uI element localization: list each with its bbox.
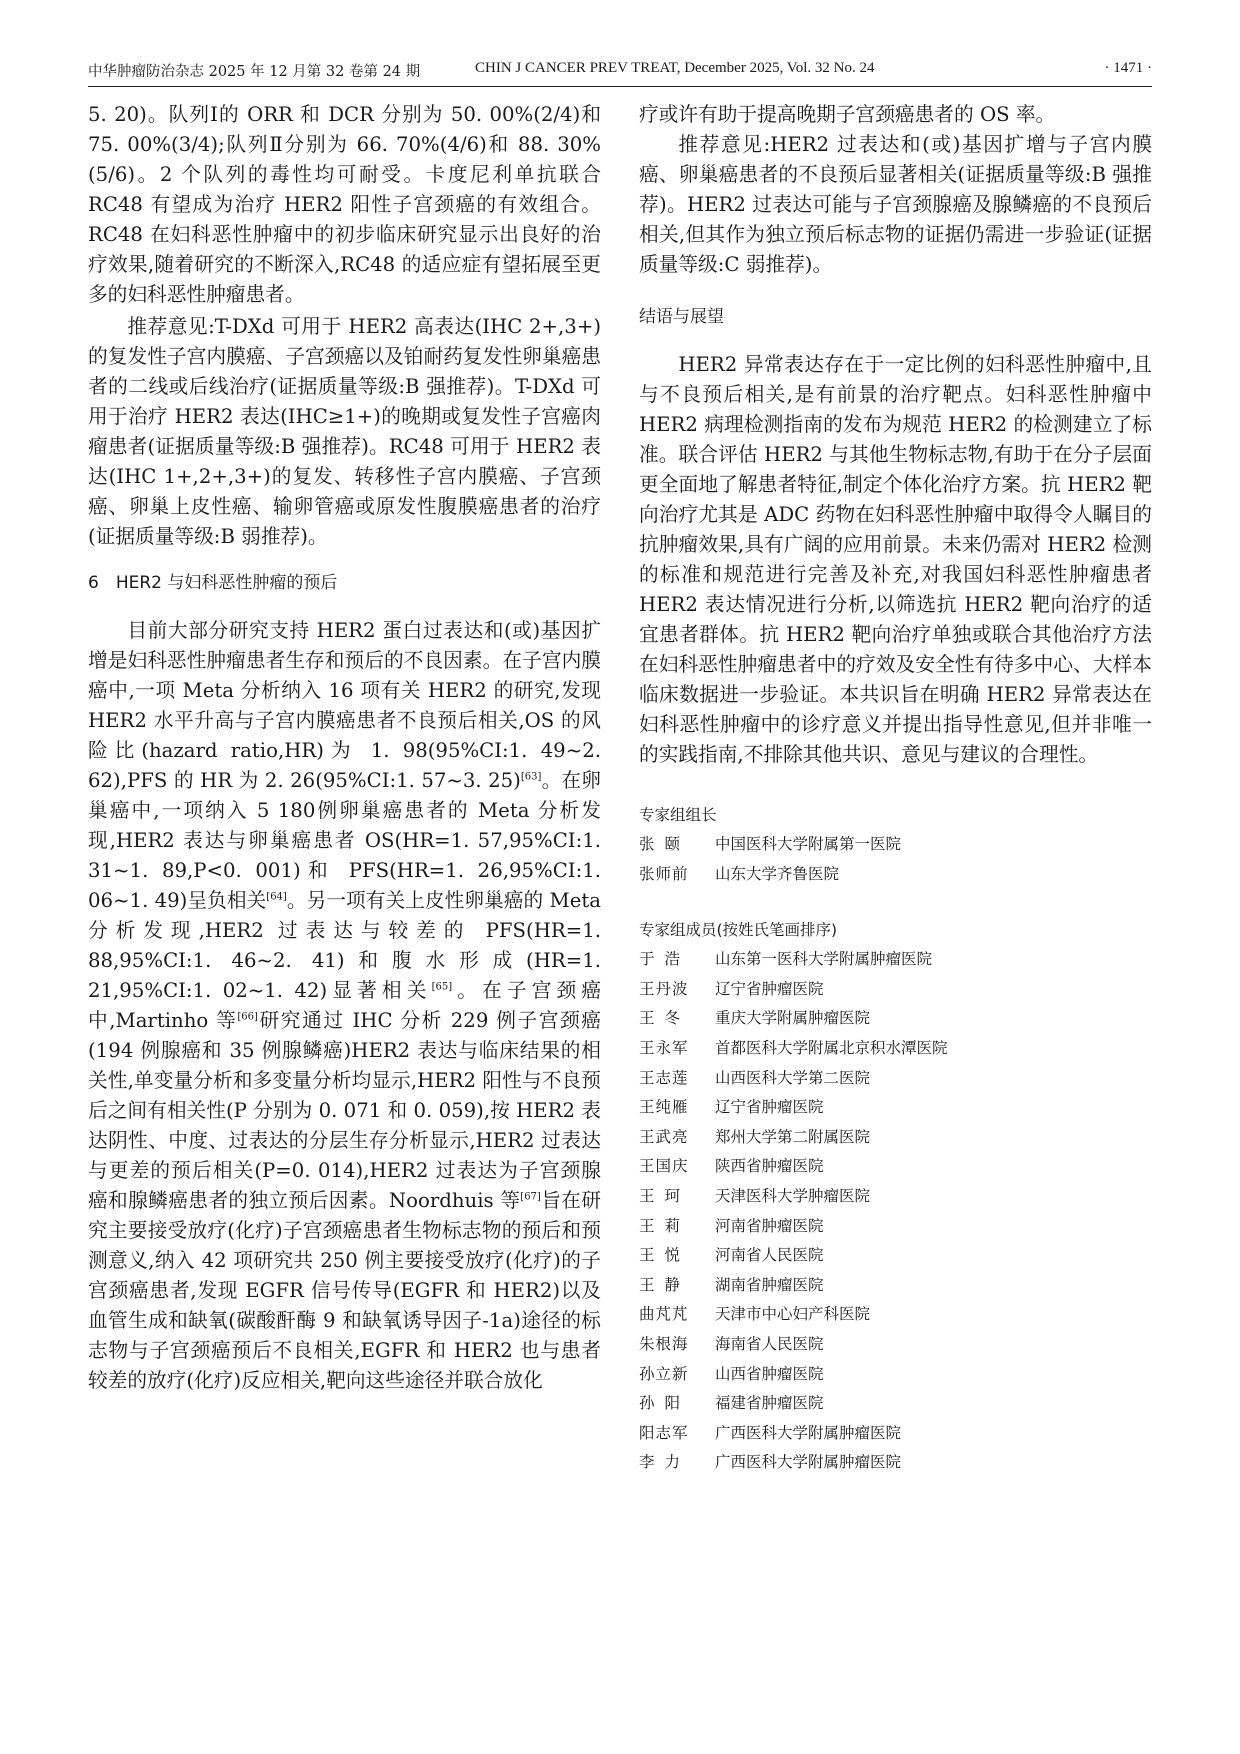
expert-name: 王莉 [639,1216,691,1235]
expert-institution: 陕西省肿瘤医院 [715,1157,824,1176]
paragraph-recommendation-treatment: 推荐意见:T-DXd 可用于 HER2 高表达(IHC 2+,3+)的复发性子宫内膜癌、子宫颈癌以及铂耐药复发性卵巢癌患者的二线或后线治疗(证据质量等级:B 强推荐)。T-DXd 可用于治疗 HER2 表达(IHC≥1+)的晚期或复发性子宫癌肉瘤患者(证据质量等级:B 强推荐)。RC48 可用于 HER2 表达(IHC 1+,2+,3+)的复发、转移性子宫内膜癌、子宫颈癌、卵巢上皮性癌、输卵管癌或原发性腹膜癌患者的治疗(证据质量等级:B 弱推荐)。 [88,315,601,548]
expert-row [639,830,1152,860]
expert-institution: 河南省人民医院 [715,1246,824,1265]
expert-row [639,1330,1152,1360]
citation-65[interactable]: [65] [431,981,453,993]
expert-institution: 广西医科大学附属肿瘤医院 [715,1423,902,1442]
expert-institution: 首都医科大学附属北京积水潭医院 [715,1038,948,1057]
expert-name: 孙阳 [639,1394,691,1413]
expert-row [639,1300,1152,1330]
expert-name: 王丹波 [639,979,689,998]
leaders-list [639,830,1152,889]
expert-name: 王国庆 [639,1157,689,1176]
expert-name: 曲芃芃 [639,1305,689,1324]
expert-institution: 海南省人民医院 [715,1334,824,1353]
expert-name: 阳志军 [639,1423,689,1442]
expert-name: 王武亮 [639,1127,689,1146]
paragraph-rc48-results: 5. 20)。队列Ⅰ的 ORR 和 DCR 分别为 50. 00%(2/4)和 75. 00%(3/4);队列Ⅱ分别为 66. 70%(4/6)和 88. 30%(5/6)。2 个队列的毒性均可耐受。卡度尼利单抗联合 RC48 有望成为治疗 HER2 阳性子宫颈癌的有效组合。RC48 在妇科恶性肿瘤中的初步临床研究显示出良好的治疗效果,随着研究的不断深入,RC48 的适应症有望拓展至更多的妇科恶性肿瘤患者。 [88,103,601,306]
paragraph-conclusion: HER2 异常表达存在于一定比例的妇科恶性肿瘤中,且与不良预后相关,是有前景的治疗靶点。妇科恶性肿瘤中 HER2 病理检测指南的发布为规范 HER2 的检测建立了标准。联合评估 HER2 与其他生物标志物,有助于在分子层面更全面地了解患者特征,制定个体化治疗方案。抗 HER2 靶向治疗尤其是 ADC 药物在妇科恶性肿瘤中取得令人瞩目的抗肿瘤效果,具有广阔的应用前景。未来仍需对 HER2 检测的标准和规范进行完善及补充,对我国妇科恶性肿瘤患者 HER2 表达情况进行分析,以筛选抗 HER2 靶向治疗的适宜患者群体。抗 HER2 靶向治疗单独或联合其他治疗方法在妇科恶性肿瘤患者中的疗效及安全性有待多中心、大样本临床数据进一步验证。本共识旨在明确 HER2 异常表达在妇科恶性肿瘤中的诊疗意义并提出指导性意见,但并非唯一的实践指南,不排除其他共识、意见与建议的合理性。 [639,353,1152,766]
expert-row [639,1389,1152,1419]
expert-name: 张师前 [639,864,689,883]
expert-row [639,945,1152,975]
citation-64[interactable]: [64] [266,891,287,903]
running-header [88,52,1152,87]
left-column [88,100,601,1396]
expert-name: 孙立新 [639,1364,689,1383]
expert-institution: 郑州大学第二附属医院 [715,1127,871,1146]
right-column [639,100,1152,1478]
expert-name: 王悦 [639,1246,691,1265]
members-title: 专家组成员(按姓氏笔画排序) [639,921,838,940]
expert-name: 王珂 [639,1186,691,1205]
expert-name: 王志莲 [639,1068,689,1087]
expert-name: 张颐 [639,835,691,853]
journal-title-cn: 中华肿瘤防治杂志 2025 年 12 月第 32 卷第 24 期 [88,64,421,80]
page-number: · 1471 · [1104,60,1152,76]
expert-institution: 山东大学齐鲁医院 [715,864,840,883]
expert-name: 朱根海 [639,1334,689,1353]
section-heading-conclusion: 结语与展望 [639,307,724,327]
expert-row [639,1212,1152,1242]
expert-row [639,1034,1152,1064]
expert-row [639,1064,1152,1094]
expert-institution: 山西省肿瘤医院 [715,1364,824,1383]
expert-name: 王永军 [639,1038,689,1057]
section-heading-prognosis: 6 HER2 与妇科恶性肿瘤的预后 [88,573,338,593]
expert-institution: 中国医科大学附属第一医院 [715,835,902,853]
citation-66[interactable]: [66] [237,1011,258,1023]
expert-institution: 福建省肿瘤医院 [715,1394,824,1413]
expert-institution: 辽宁省肿瘤医院 [715,979,824,998]
expert-row [639,1182,1152,1212]
expert-row [639,860,1152,890]
members-list [639,945,1152,1478]
expert-name: 李力 [639,1453,691,1472]
expert-row [639,1419,1152,1449]
expert-row [639,1152,1152,1182]
expert-name: 王冬 [639,1009,691,1028]
citation-67[interactable]: [67] [520,1191,541,1203]
expert-name: 于浩 [639,950,691,969]
expert-institution: 河南省肿瘤医院 [715,1216,824,1235]
citation-63[interactable]: [63] [520,771,542,783]
expert-row [639,975,1152,1005]
expert-name: 王静 [639,1275,691,1294]
expert-institution: 重庆大学附属肿瘤医院 [715,1009,871,1028]
expert-institution: 湖南省肿瘤医院 [715,1275,824,1294]
expert-institution: 山东第一医科大学附属肿瘤医院 [715,950,933,969]
paragraph-recommendation-prognosis: 推荐意见:HER2 过表达和(或)基因扩增与子宫内膜癌、卵巢癌患者的不良预后显著相关(证据质量等级:B 强推荐)。HER2 过表达可能与子宫颈腺癌及腺鳞癌的不良预后相关,但其作为独立预后标志物的证据仍需进一步验证(证据质量等级:C 弱推荐)。 [639,133,1152,276]
journal-title-en: CHIN J CANCER PREV TREAT, December 2025, Vol. 32 No. 24 [475,60,875,76]
expert-row [639,1271,1152,1301]
expert-institution: 山西医科大学第二医院 [715,1068,871,1087]
expert-row [639,1241,1152,1271]
expert-row [639,1360,1152,1390]
paragraph-prognosis: 目前大部分研究支持 HER2 蛋白过表达和(或)基因扩增是妇科恶性肿瘤患者生存和预后的不良因素。在子宫内膜癌中,一项 Meta 分析纳入 16 项有关 HER2 的研究,发现 HER2 水平升高与子宫内膜癌患者不良预后相关,OS 的风险比(hazard ratio,HR)为 1. 98(95%CI:1. 49~2. 62),PFS 的 HR 为 2. 26(95%CI:1. 57~3. 25)[63]。在卵巢癌中,一项纳入 5 180例卵巢癌患者的 Meta 分析发现,HER2 表达与卵巢癌患者 OS(HR=1. 57,95%CI:1. 31~1. 89,P<0. 001)和 PFS(HR=1. 26,95%CI:1. 06~1. 49)呈负相关[64]。另一项有关上皮性卵巢癌的 Meta 分析发现,HER2 过表达与较差的 PFS(HR=1. 88,95%CI:1. 46~2. 41)和腹水形成(HR=1. 21,95%CI:1. 02~1. 42)显著相关[65]。在子宫颈癌中,Martinho 等[66]研究通过 IHC 分析 229 例子宫颈癌(194 例腺癌和 35 例腺鳞癌)HER2 表达与临床结果的相关性,单变量分析和多变量分析均显示,HER2 阳性与不良预后之间有相关性(P 分别为 0. 071 和 0. 059),按 HER2 表达阴性、中度、过表达的分层生存分析显示,HER2 过表达与更差的预后相关(P=0. 014),HER2 过表达为子宫颈腺癌和腺鳞癌患者的独立预后因素。Noordhuis 等[67]旨在研究主要接受放疗(化疗)子宫颈癌患者生物标志物的预后和预测意义,纳入 42 项研究共 250 例主要接受放疗(化疗)的子宫颈癌患者,发现 EGFR 信号传导(EGFR 和 HER2)以及血管生成和缺氧(碳酸酐酶 9 和缺氧诱导因子-1a)途径的标志物与子宫颈癌预后不良相关,EGFR 和 HER2 也与患者较差的放疗(化疗)反应相关,靶向这些途径并联合放化 [88,619,602,1392]
leaders-title: 专家组组长 [639,806,717,824]
paragraph-continued: 疗或许有助于提高晚期子宫颈癌患者的 OS 率。 [639,103,1056,126]
expert-row [639,1093,1152,1123]
expert-row [639,1448,1152,1478]
expert-institution: 天津市中心妇产科医院 [715,1305,871,1324]
expert-institution: 天津医科大学肿瘤医院 [715,1186,871,1205]
expert-panel [639,800,1152,1478]
expert-institution: 辽宁省肿瘤医院 [715,1098,824,1117]
expert-row [639,1123,1152,1153]
expert-row [639,1004,1152,1034]
expert-name: 王纯雁 [639,1098,689,1117]
expert-institution: 广西医科大学附属肿瘤医院 [715,1453,902,1472]
